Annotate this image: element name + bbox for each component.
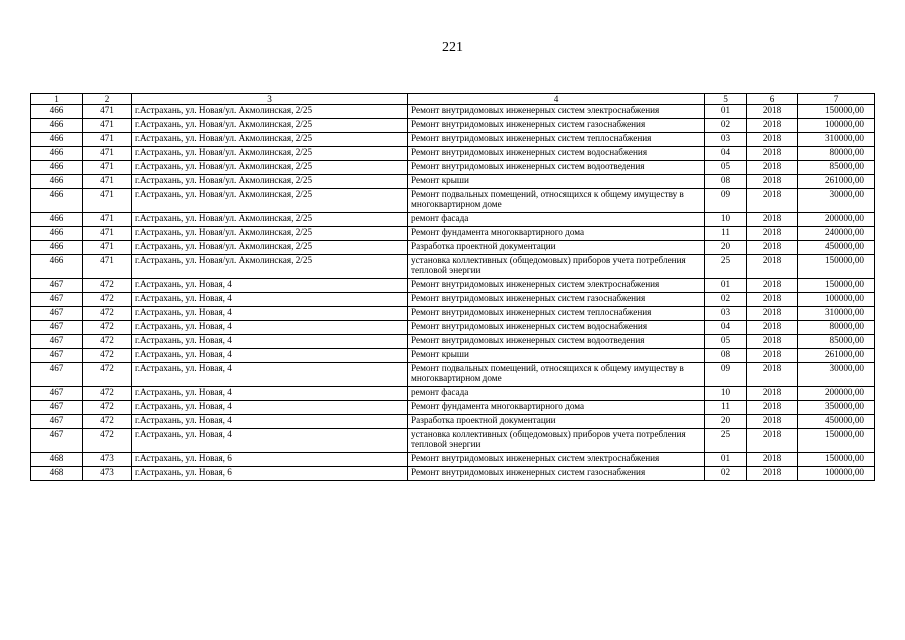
work-code-cell: 04: [705, 147, 747, 161]
address-cell: г.Астрахань, ул. Новая/ул. Акмолинская, 2/25: [132, 133, 408, 147]
row-number-cell: 468: [31, 453, 83, 467]
year-cell: 2018: [747, 293, 798, 307]
address-cell: г.Астрахань, ул. Новая/ул. Акмолинская, 2/25: [132, 105, 408, 119]
work-type-cell: Ремонт крыши: [408, 349, 705, 363]
table-row: [31, 241, 875, 255]
row-number-cell: 466: [31, 133, 83, 147]
work-type-cell: Ремонт внутридомовых инженерных систем теплоснабжения: [408, 133, 705, 147]
work-code-cell: 11: [705, 227, 747, 241]
header-row: [31, 94, 875, 105]
address-cell: г.Астрахань, ул. Новая/ул. Акмолинская, 2/25: [132, 227, 408, 241]
header-cell: 1: [31, 94, 83, 105]
year-cell: 2018: [747, 119, 798, 133]
work-code-cell: 09: [705, 189, 747, 213]
work-type-cell: Ремонт фундамента многоквартирного дома: [408, 401, 705, 415]
work-code-cell: 02: [705, 467, 747, 481]
year-cell: 2018: [747, 161, 798, 175]
work-code-cell: 11: [705, 401, 747, 415]
work-code-cell: 02: [705, 293, 747, 307]
cost-cell: 85000,00: [798, 161, 875, 175]
row-number-cell: 467: [31, 363, 83, 387]
cost-cell: 350000,00: [798, 401, 875, 415]
item-number-cell: 472: [83, 415, 132, 429]
address-cell: г.Астрахань, ул. Новая, 4: [132, 335, 408, 349]
work-type-cell: Ремонт внутридомовых инженерных систем газоснабжения: [408, 293, 705, 307]
work-type-cell: Ремонт внутридомовых инженерных систем водоотведения: [408, 161, 705, 175]
cost-cell: 150000,00: [798, 453, 875, 467]
table-row: [31, 429, 875, 453]
table-row: [31, 335, 875, 349]
work-code-cell: 01: [705, 105, 747, 119]
table-row: [31, 227, 875, 241]
table-row: [31, 255, 875, 279]
cost-cell: 450000,00: [798, 241, 875, 255]
row-number-cell: 466: [31, 255, 83, 279]
row-number-cell: 467: [31, 293, 83, 307]
year-cell: 2018: [747, 133, 798, 147]
work-type-cell: Ремонт подвальных помещений, относящихся к общему имуществу в многоквартирном доме: [408, 189, 705, 213]
item-number-cell: 471: [83, 119, 132, 133]
item-number-cell: 472: [83, 321, 132, 335]
work-code-cell: 02: [705, 119, 747, 133]
work-type-cell: Ремонт внутридомовых инженерных систем водоотведения: [408, 335, 705, 349]
work-code-cell: 05: [705, 161, 747, 175]
work-type-cell: ремонт фасада: [408, 387, 705, 401]
header-cell: 6: [747, 94, 798, 105]
work-code-cell: 09: [705, 363, 747, 387]
item-number-cell: 471: [83, 213, 132, 227]
cost-cell: 310000,00: [798, 133, 875, 147]
work-code-cell: 08: [705, 175, 747, 189]
table-row: [31, 349, 875, 363]
cost-cell: 100000,00: [798, 293, 875, 307]
address-cell: г.Астрахань, ул. Новая/ул. Акмолинская, 2/25: [132, 189, 408, 213]
row-number-cell: 468: [31, 467, 83, 481]
work-code-cell: 01: [705, 279, 747, 293]
work-code-cell: 20: [705, 241, 747, 255]
cost-cell: 80000,00: [798, 321, 875, 335]
item-number-cell: 471: [83, 189, 132, 213]
work-type-cell: Ремонт крыши: [408, 175, 705, 189]
item-number-cell: 472: [83, 429, 132, 453]
row-number-cell: 466: [31, 241, 83, 255]
address-cell: г.Астрахань, ул. Новая/ул. Акмолинская, 2/25: [132, 119, 408, 133]
row-number-cell: 467: [31, 335, 83, 349]
year-cell: 2018: [747, 363, 798, 387]
table-row: [31, 293, 875, 307]
row-number-cell: 467: [31, 321, 83, 335]
row-number-cell: 467: [31, 401, 83, 415]
year-cell: 2018: [747, 147, 798, 161]
table-row: [31, 161, 875, 175]
year-cell: 2018: [747, 349, 798, 363]
work-code-cell: 03: [705, 133, 747, 147]
year-cell: 2018: [747, 307, 798, 321]
table-row: [31, 175, 875, 189]
work-code-cell: 04: [705, 321, 747, 335]
work-type-cell: Ремонт внутридомовых инженерных систем газоснабжения: [408, 467, 705, 481]
year-cell: 2018: [747, 467, 798, 481]
address-cell: г.Астрахань, ул. Новая/ул. Акмолинская, 2/25: [132, 161, 408, 175]
address-cell: г.Астрахань, ул. Новая/ул. Акмолинская, 2/25: [132, 255, 408, 279]
row-number-cell: 466: [31, 175, 83, 189]
cost-cell: 450000,00: [798, 415, 875, 429]
year-cell: 2018: [747, 255, 798, 279]
row-number-cell: 467: [31, 415, 83, 429]
table-row: [31, 105, 875, 119]
cost-cell: 150000,00: [798, 429, 875, 453]
item-number-cell: 472: [83, 335, 132, 349]
item-number-cell: 472: [83, 307, 132, 321]
year-cell: 2018: [747, 387, 798, 401]
year-cell: 2018: [747, 429, 798, 453]
year-cell: 2018: [747, 401, 798, 415]
address-cell: г.Астрахань, ул. Новая, 4: [132, 363, 408, 387]
address-cell: г.Астрахань, ул. Новая, 4: [132, 293, 408, 307]
table-row: [31, 189, 875, 213]
item-number-cell: 473: [83, 453, 132, 467]
item-number-cell: 472: [83, 349, 132, 363]
cost-cell: 310000,00: [798, 307, 875, 321]
work-type-cell: Ремонт внутридомовых инженерных систем водоснабжения: [408, 147, 705, 161]
work-type-cell: Ремонт внутридомовых инженерных систем водоснабжения: [408, 321, 705, 335]
row-number-cell: 466: [31, 161, 83, 175]
table-row: [31, 279, 875, 293]
table-row: [31, 467, 875, 481]
address-cell: г.Астрахань, ул. Новая, 6: [132, 453, 408, 467]
cost-cell: 100000,00: [798, 119, 875, 133]
header-cell: 3: [132, 94, 408, 105]
address-cell: г.Астрахань, ул. Новая, 4: [132, 349, 408, 363]
work-code-cell: 01: [705, 453, 747, 467]
row-number-cell: 466: [31, 105, 83, 119]
row-number-cell: 466: [31, 213, 83, 227]
row-number-cell: 466: [31, 227, 83, 241]
table-row: [31, 387, 875, 401]
work-type-cell: Ремонт внутридомовых инженерных систем электроснабжения: [408, 453, 705, 467]
work-type-cell: Разработка проектной документации: [408, 241, 705, 255]
cost-cell: 150000,00: [798, 105, 875, 119]
work-type-cell: Ремонт внутридомовых инженерных систем газоснабжения: [408, 119, 705, 133]
work-code-cell: 20: [705, 415, 747, 429]
work-type-cell: Ремонт внутридомовых инженерных систем теплоснабжения: [408, 307, 705, 321]
row-number-cell: 467: [31, 307, 83, 321]
row-number-cell: 467: [31, 387, 83, 401]
year-cell: 2018: [747, 335, 798, 349]
item-number-cell: 472: [83, 293, 132, 307]
address-cell: г.Астрахань, ул. Новая/ул. Акмолинская, 2/25: [132, 175, 408, 189]
year-cell: 2018: [747, 453, 798, 467]
address-cell: г.Астрахань, ул. Новая, 4: [132, 415, 408, 429]
row-number-cell: 467: [31, 429, 83, 453]
item-number-cell: 471: [83, 241, 132, 255]
table-row: [31, 453, 875, 467]
cost-cell: 150000,00: [798, 279, 875, 293]
work-code-cell: 08: [705, 349, 747, 363]
work-code-cell: 10: [705, 213, 747, 227]
year-cell: 2018: [747, 175, 798, 189]
year-cell: 2018: [747, 189, 798, 213]
work-type-cell: Ремонт внутридомовых инженерных систем электроснабжения: [408, 279, 705, 293]
item-number-cell: 472: [83, 387, 132, 401]
work-code-cell: 25: [705, 255, 747, 279]
cost-cell: 30000,00: [798, 363, 875, 387]
item-number-cell: 471: [83, 147, 132, 161]
table-row: [31, 213, 875, 227]
year-cell: 2018: [747, 241, 798, 255]
item-number-cell: 471: [83, 105, 132, 119]
cost-cell: 200000,00: [798, 213, 875, 227]
item-number-cell: 471: [83, 133, 132, 147]
address-cell: г.Астрахань, ул. Новая/ул. Акмолинская, 2/25: [132, 147, 408, 161]
address-cell: г.Астрахань, ул. Новая, 4: [132, 279, 408, 293]
work-code-cell: 03: [705, 307, 747, 321]
year-cell: 2018: [747, 279, 798, 293]
cost-cell: 30000,00: [798, 189, 875, 213]
work-type-cell: ремонт фасада: [408, 213, 705, 227]
row-number-cell: 467: [31, 349, 83, 363]
item-number-cell: 471: [83, 175, 132, 189]
table-row: [31, 119, 875, 133]
table-row: [31, 415, 875, 429]
cost-cell: 200000,00: [798, 387, 875, 401]
work-code-cell: 25: [705, 429, 747, 453]
table-row: [31, 363, 875, 387]
table-row: [31, 321, 875, 335]
work-type-cell: Разработка проектной документации: [408, 415, 705, 429]
cost-cell: 80000,00: [798, 147, 875, 161]
table-row: [31, 133, 875, 147]
year-cell: 2018: [747, 321, 798, 335]
item-number-cell: 472: [83, 401, 132, 415]
row-number-cell: 467: [31, 279, 83, 293]
work-type-cell: установка коллективных (общедомовых) приборов учета потребления тепловой энергии: [408, 429, 705, 453]
header-cell: 2: [83, 94, 132, 105]
year-cell: 2018: [747, 105, 798, 119]
table-row: [31, 401, 875, 415]
address-cell: г.Астрахань, ул. Новая, 4: [132, 401, 408, 415]
header-cell: 7: [798, 94, 875, 105]
work-type-cell: установка коллективных (общедомовых) приборов учета потребления тепловой энергии: [408, 255, 705, 279]
address-cell: г.Астрахань, ул. Новая, 4: [132, 387, 408, 401]
item-number-cell: 473: [83, 467, 132, 481]
cost-cell: 150000,00: [798, 255, 875, 279]
header-cell: 4: [408, 94, 705, 105]
header-cell: 5: [705, 94, 747, 105]
item-number-cell: 472: [83, 363, 132, 387]
row-number-cell: 466: [31, 147, 83, 161]
item-number-cell: 471: [83, 255, 132, 279]
item-number-cell: 471: [83, 161, 132, 175]
address-cell: г.Астрахань, ул. Новая/ул. Акмолинская, 2/25: [132, 213, 408, 227]
work-type-cell: Ремонт подвальных помещений, относящихся к общему имуществу в многоквартирном доме: [408, 363, 705, 387]
cost-cell: 261000,00: [798, 349, 875, 363]
cost-cell: 85000,00: [798, 335, 875, 349]
year-cell: 2018: [747, 227, 798, 241]
row-number-cell: 466: [31, 119, 83, 133]
address-cell: г.Астрахань, ул. Новая, 4: [132, 307, 408, 321]
item-number-cell: 472: [83, 279, 132, 293]
address-cell: г.Астрахань, ул. Новая, 4: [132, 321, 408, 335]
repair-schedule-table: [30, 93, 875, 481]
address-cell: г.Астрахань, ул. Новая/ул. Акмолинская, 2/25: [132, 241, 408, 255]
work-code-cell: 05: [705, 335, 747, 349]
year-cell: 2018: [747, 415, 798, 429]
address-cell: г.Астрахань, ул. Новая, 6: [132, 467, 408, 481]
year-cell: 2018: [747, 213, 798, 227]
cost-cell: 240000,00: [798, 227, 875, 241]
page-number: 221: [442, 40, 463, 55]
table-row: [31, 307, 875, 321]
work-code-cell: 10: [705, 387, 747, 401]
item-number-cell: 471: [83, 227, 132, 241]
row-number-cell: 466: [31, 189, 83, 213]
work-type-cell: Ремонт внутридомовых инженерных систем электроснабжения: [408, 105, 705, 119]
cost-cell: 100000,00: [798, 467, 875, 481]
address-cell: г.Астрахань, ул. Новая, 4: [132, 429, 408, 453]
cost-cell: 261000,00: [798, 175, 875, 189]
table-row: [31, 147, 875, 161]
work-type-cell: Ремонт фундамента многоквартирного дома: [408, 227, 705, 241]
